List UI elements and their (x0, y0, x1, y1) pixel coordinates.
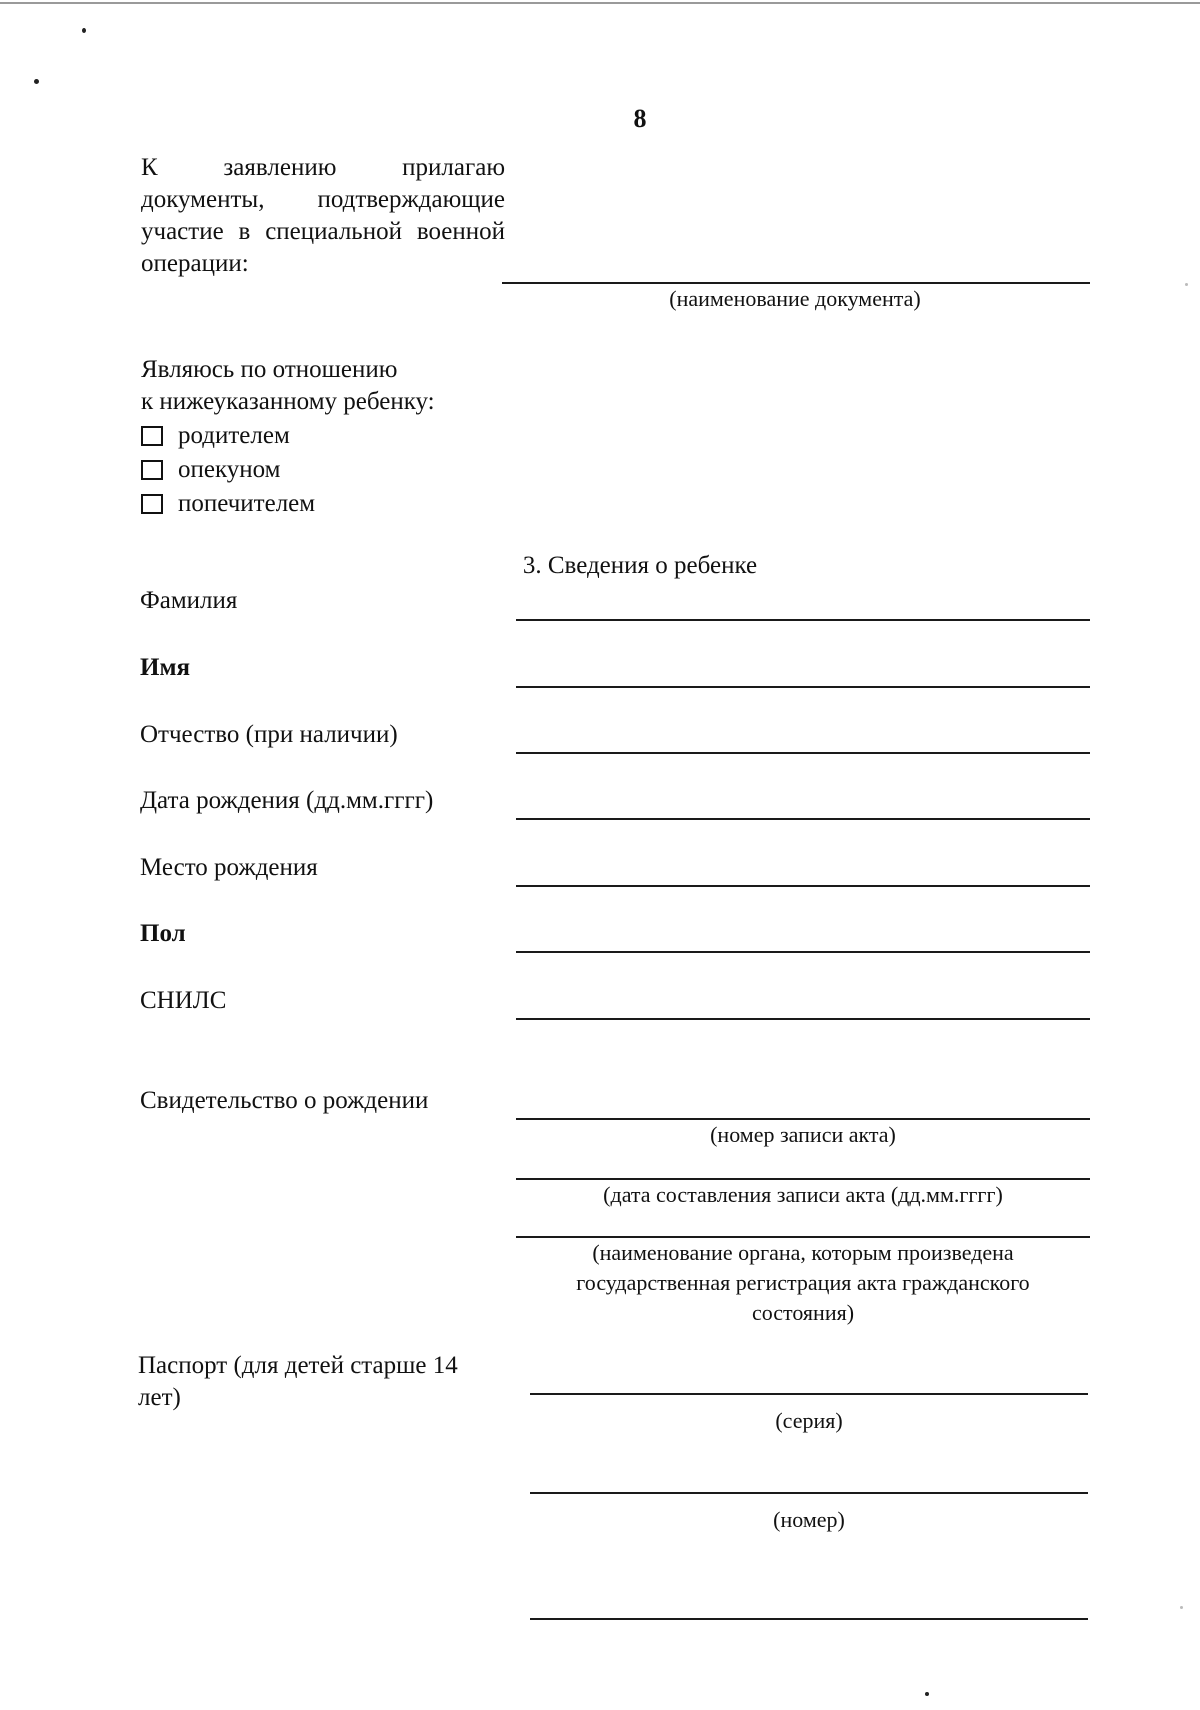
passport-series-field[interactable] (530, 1393, 1088, 1395)
scan-speck (1185, 283, 1188, 286)
sex-label: Пол (140, 920, 186, 947)
authority-caption-line-1: (наименование органа, которым произведена (592, 1240, 1014, 1265)
surname-label: Фамилия (140, 587, 238, 614)
passport-label: Паспорт (для детей старше 14 лет) (138, 1352, 458, 1411)
document-name-caption: (наименование документа) (669, 286, 921, 311)
passport-number-field[interactable] (530, 1492, 1088, 1494)
first-name-field[interactable] (516, 686, 1090, 688)
passport-series-caption: (серия) (775, 1408, 843, 1433)
passport-extra-field[interactable] (530, 1618, 1088, 1620)
birth-date-label: Дата рождения (дд.мм.гггг) (140, 787, 434, 814)
scan-speck (1180, 1606, 1183, 1609)
record-number-caption: (номер записи акта) (710, 1122, 896, 1147)
option-guardian-label: опекуном (178, 456, 281, 483)
checkbox-guardian[interactable] (141, 460, 163, 480)
option-guardian[interactable] (141, 454, 281, 486)
patronymic-label: Отчество (при наличии) (140, 721, 398, 748)
checkbox-custodian[interactable] (141, 494, 163, 514)
patronymic-field[interactable] (516, 752, 1090, 754)
birth-place-label: Место рождения (140, 854, 318, 881)
option-custodian[interactable] (141, 488, 315, 520)
authority-caption-line-3: состояния) (751, 1300, 855, 1325)
birth-certificate-label: Свидетельство о рождении (140, 1087, 429, 1114)
scan-top-border (0, 2, 1200, 4)
record-date-caption: (дата составления записи акта (дд.мм.гггг) (603, 1182, 1003, 1207)
relation-intro (141, 354, 435, 418)
snils-field[interactable] (516, 1018, 1090, 1020)
sex-field[interactable] (516, 951, 1090, 953)
surname-field[interactable] (516, 619, 1090, 621)
scan-speck (82, 28, 86, 33)
scan-speck (925, 1692, 929, 1696)
option-parent[interactable] (141, 420, 290, 452)
snils-label: СНИЛС (140, 987, 227, 1014)
section-title: 3. Сведения о ребенке (522, 552, 758, 579)
attachments-statement: К заявлению прилагаю документы, подтверждающие участие в специальной военной операции: (141, 154, 505, 277)
scan-speck (34, 79, 39, 84)
option-parent-label: родителем (178, 422, 290, 449)
passport-number-caption: (номер) (773, 1507, 845, 1532)
relation-intro-line-2: к нижеуказанному ребенку: (141, 388, 435, 415)
relation-intro-line-1: Являюсь по отношению (141, 356, 398, 383)
checkbox-parent[interactable] (141, 426, 163, 446)
birth-date-field[interactable] (516, 818, 1090, 820)
page-number: 8 (633, 104, 647, 133)
first-name-label: Имя (140, 654, 190, 681)
option-custodian-label: попечителем (178, 490, 316, 517)
registration-authority-caption (516, 1238, 1090, 1328)
authority-caption-line-2: государственная регистрация акта гражданского (576, 1270, 1030, 1295)
birth-place-field[interactable] (516, 885, 1090, 887)
